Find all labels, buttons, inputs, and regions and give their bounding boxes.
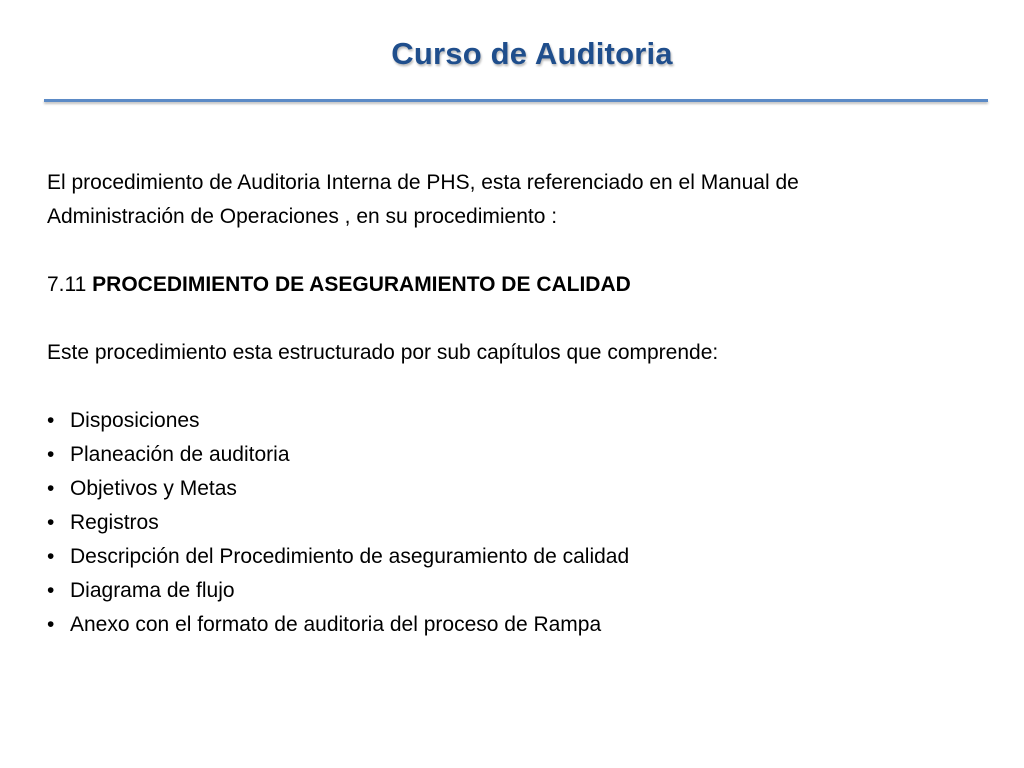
list-item-text: Anexo con el formato de auditoria del proceso de Rampa bbox=[70, 613, 602, 636]
list-item-text: Descripción del Procedimiento de aseguramiento de calidad bbox=[70, 545, 630, 568]
slide-body bbox=[47, 166, 997, 642]
list-item-text: Planeación de auditoria bbox=[70, 443, 290, 466]
list-item bbox=[47, 574, 997, 608]
list-item bbox=[47, 540, 997, 574]
section-heading bbox=[47, 268, 997, 302]
bullet-icon: • bbox=[47, 511, 55, 534]
list-item-text: Diagrama de flujo bbox=[70, 579, 235, 602]
section-number: 7.11 bbox=[47, 273, 93, 296]
spacer bbox=[47, 302, 997, 336]
structure-paragraph: Este procedimiento esta estructurado por sub capítulos que comprende: bbox=[47, 341, 719, 364]
list-item-text: Disposiciones bbox=[70, 409, 200, 432]
list-item bbox=[47, 472, 997, 506]
slide-title: Curso de Auditoria bbox=[391, 36, 673, 71]
list-item bbox=[47, 438, 997, 472]
list-item bbox=[47, 608, 997, 642]
intro-line-1: El procedimiento de Auditoria Interna de PHS, esta referenciado en el Manual de bbox=[47, 171, 799, 194]
spacer bbox=[47, 370, 997, 404]
intro-paragraph bbox=[47, 166, 997, 234]
bullet-list bbox=[47, 404, 997, 642]
spacer bbox=[47, 234, 997, 268]
bullet-icon: • bbox=[47, 545, 55, 568]
list-item-text: Objetivos y Metas bbox=[70, 477, 237, 500]
bullet-icon: • bbox=[47, 443, 55, 466]
bullet-icon: • bbox=[47, 409, 55, 432]
section-title: PROCEDIMIENTO DE ASEGURAMIENTO DE CALIDAD bbox=[92, 273, 631, 296]
list-item bbox=[47, 404, 997, 438]
list-item bbox=[47, 506, 997, 540]
list-item-text: Registros bbox=[70, 511, 159, 534]
title-divider bbox=[44, 99, 988, 102]
bullet-icon: • bbox=[47, 579, 55, 602]
intro-line-2: Administración de Operaciones , en su procedimiento : bbox=[47, 205, 558, 228]
bullet-icon: • bbox=[47, 477, 55, 500]
bullet-icon: • bbox=[47, 613, 55, 636]
